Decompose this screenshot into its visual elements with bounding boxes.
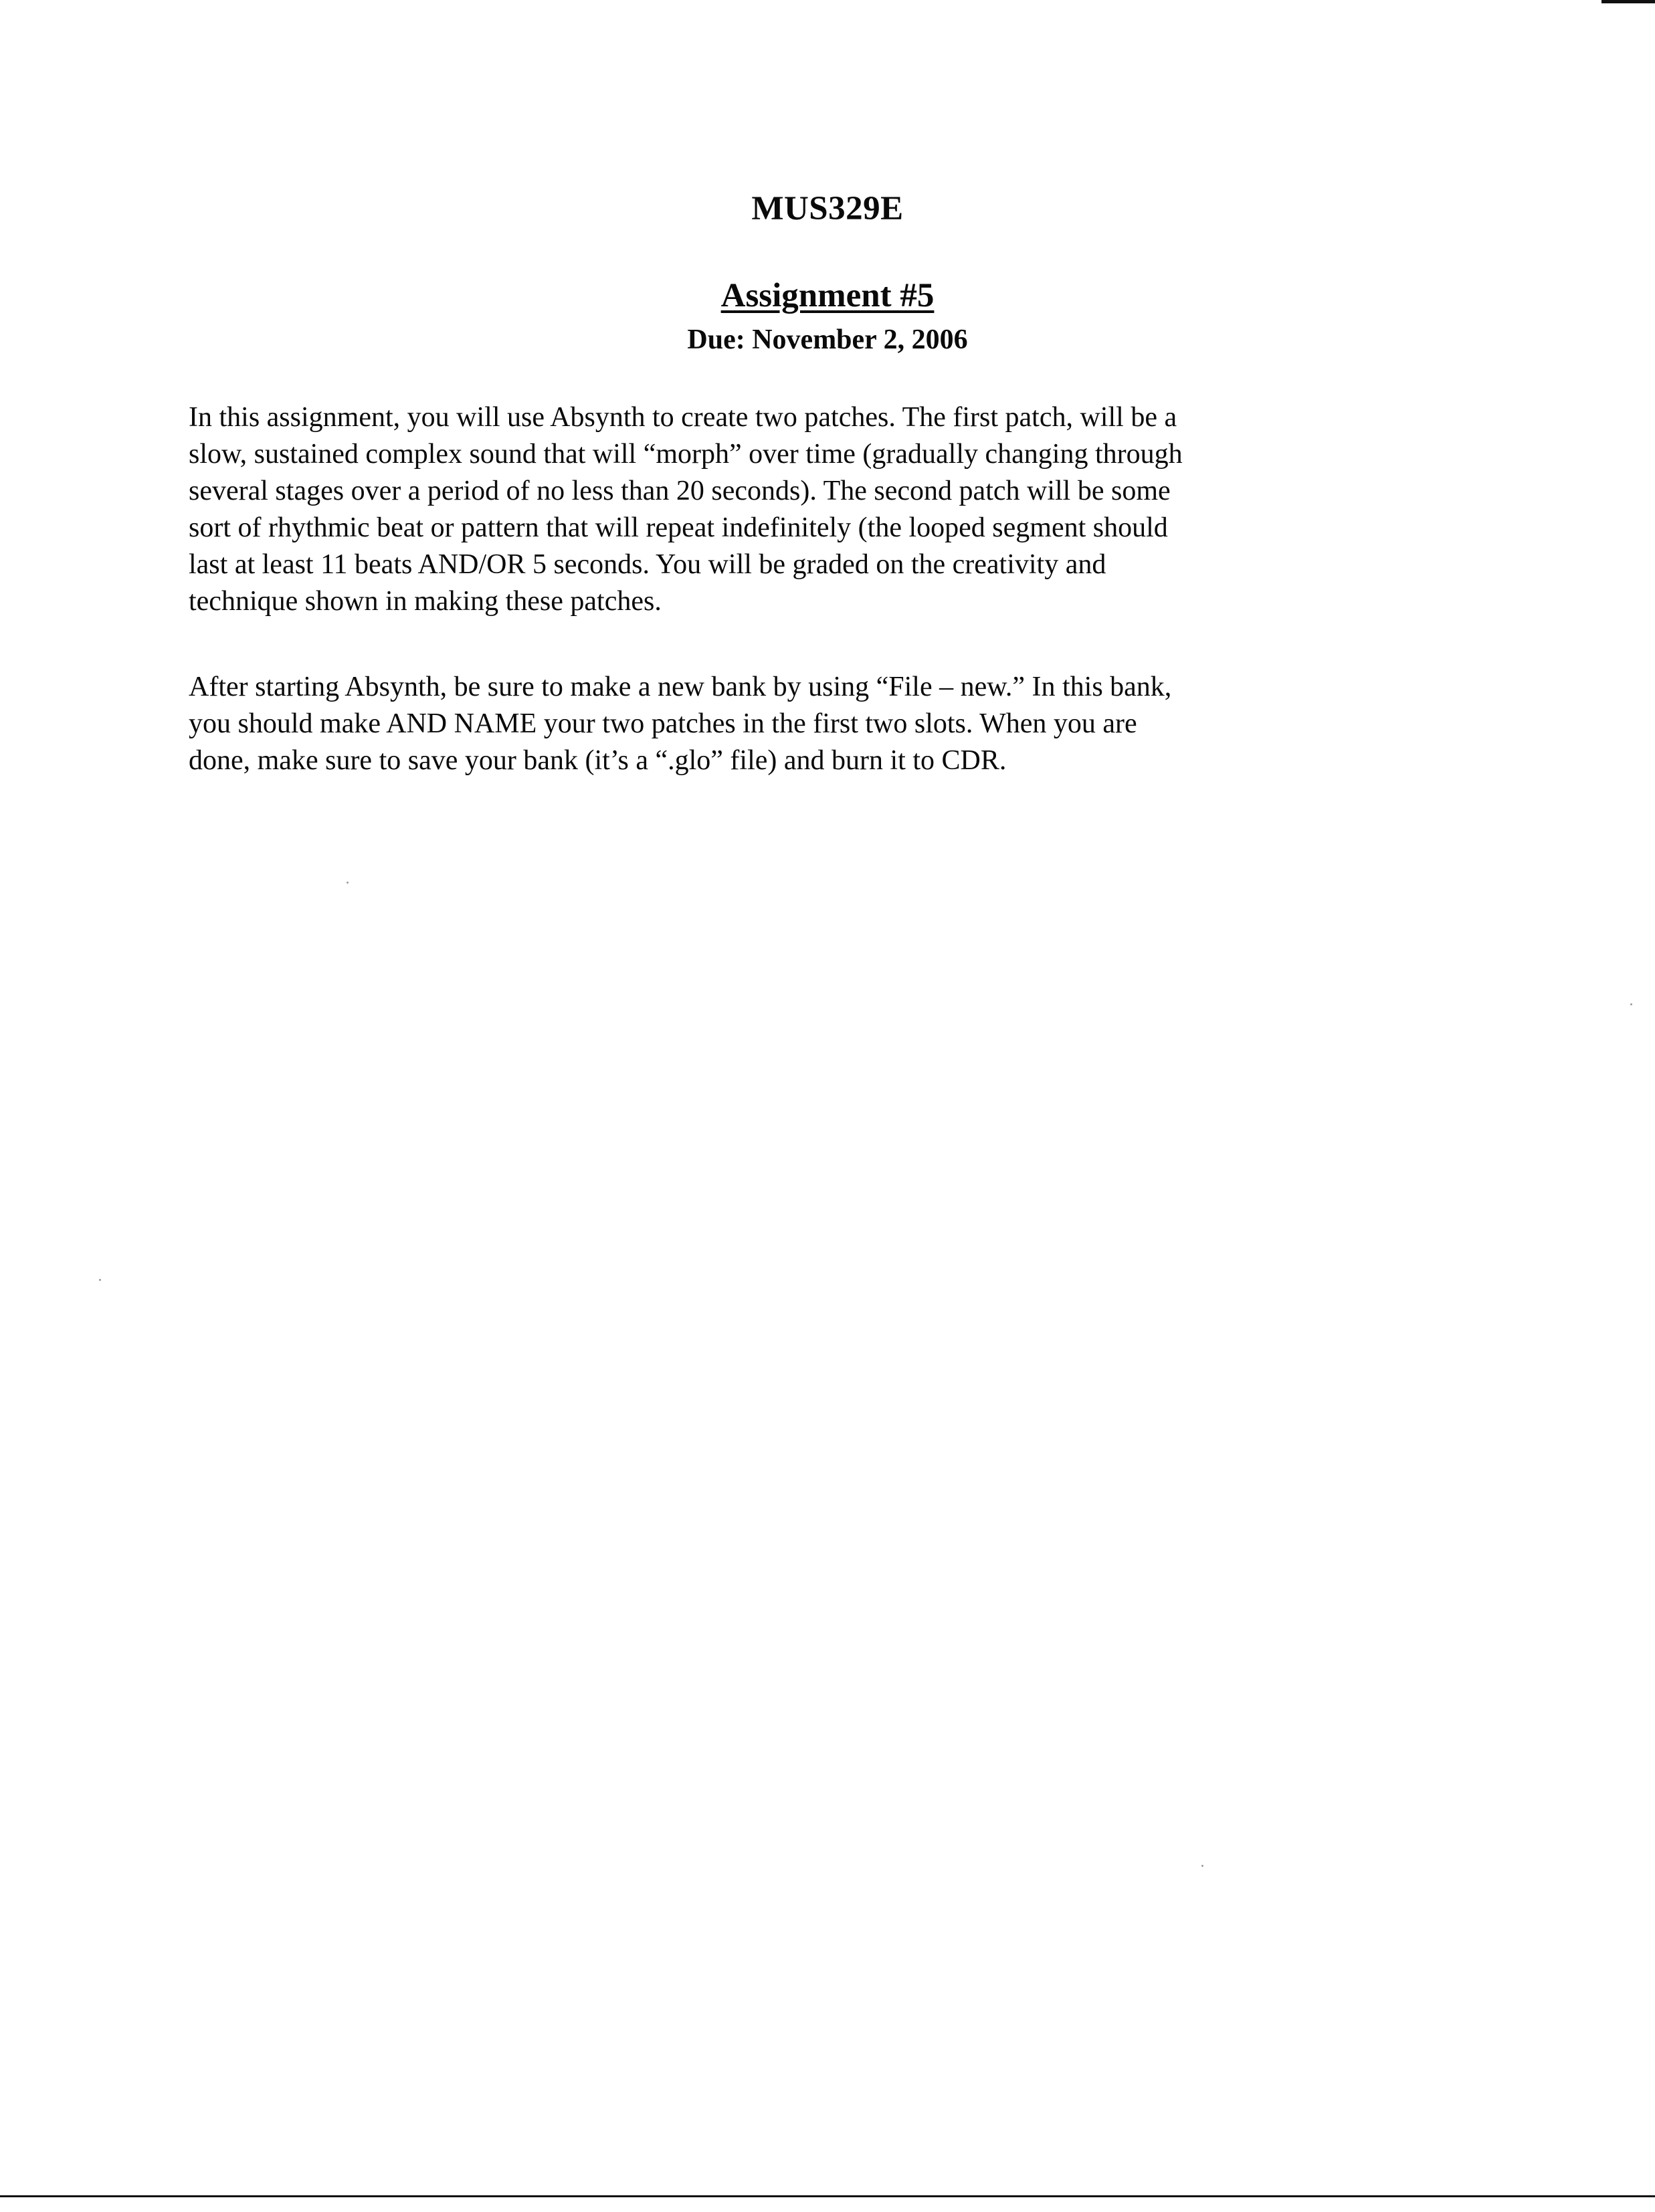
instructions-paragraph-1 (189, 399, 1406, 620)
paragraph-line: several stages over a period of no less than 20 seconds). The second patch will be some (189, 476, 1171, 506)
paragraph-line: sort of rhythmic beat or pattern that will repeat indefinitely (the looped segment should (189, 512, 1168, 543)
paragraph-line: last at least 11 beats AND/OR 5 seconds. You will be graded on the creativity and (189, 549, 1106, 580)
paragraph-line: In this assignment, you will use Absynth to create two patches. The first patch, will be a (189, 402, 1177, 433)
paragraph-line: done, make sure to save your bank (it’s a “.glo” file) and burn it to CDR. (189, 745, 1007, 776)
instructions-paragraph-2 (189, 669, 1406, 779)
due-date: Due: November 2, 2006 (687, 324, 968, 355)
scan-speck (1201, 1865, 1203, 1867)
scan-speck (99, 1279, 101, 1281)
scan-speck (1630, 1003, 1632, 1005)
paragraph-line: you should make AND NAME your two patches in the first two slots. When you are (189, 708, 1137, 739)
assignment-title: Assignment #5 (720, 277, 935, 314)
scan-speck (347, 882, 349, 884)
paragraph-line: slow, sustained complex sound that will “morph” over time (gradually changing through (189, 439, 1183, 470)
scan-bottom-edge (0, 2195, 1655, 2197)
paragraph-line: technique shown in making these patches. (189, 586, 662, 617)
scan-edge-mark (1601, 0, 1655, 3)
course-code: MUS329E (751, 190, 904, 227)
paragraph-line: After starting Absynth, be sure to make a new bank by using “File – new.” In this bank, (189, 672, 1172, 702)
